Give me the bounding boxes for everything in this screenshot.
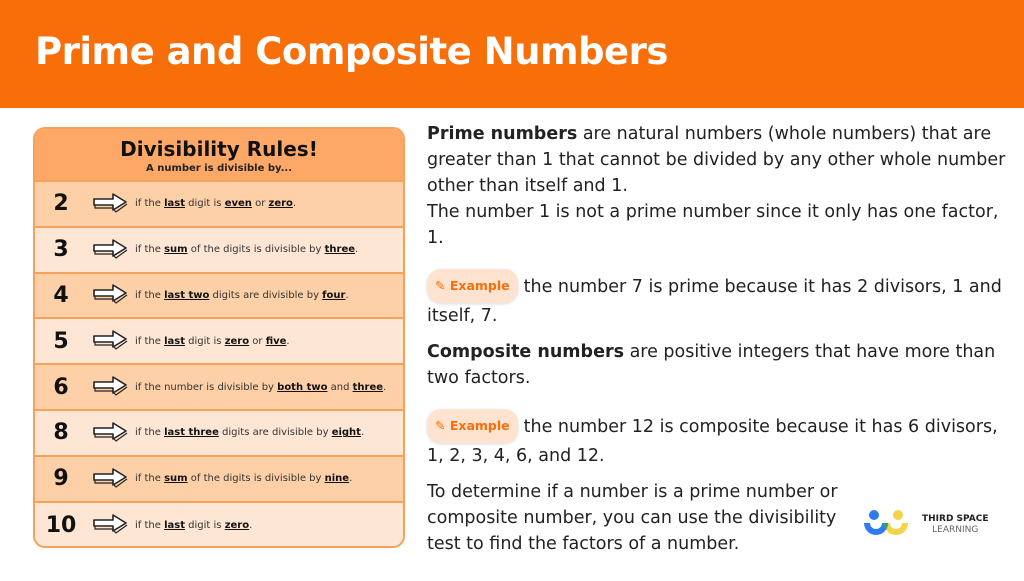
divisor-number: 2 — [53, 191, 69, 217]
rule-segment: . — [292, 198, 297, 210]
example-badge — [427, 269, 518, 303]
rule-segment: . — [355, 244, 359, 256]
logo-icon — [862, 509, 910, 541]
divisibility-note: To determine if a number is a prime number or composite number, you can use the divisibility test to find the factors of a number. — [427, 482, 838, 554]
composite-definition — [427, 339, 1017, 391]
rule-segment: even — [224, 198, 252, 210]
rule-segment: . — [349, 473, 353, 485]
rule-segment: three — [352, 381, 384, 393]
rule-segment: . — [360, 427, 365, 439]
example-label: Example — [449, 418, 510, 433]
arrow-icon — [87, 374, 135, 400]
composite-term: Composite numbers — [427, 342, 624, 362]
composite-example — [427, 409, 1017, 469]
arrow-icon — [87, 328, 135, 354]
prime-example — [427, 269, 1017, 329]
rule-segment: if the — [135, 473, 165, 485]
arrow-icon — [87, 466, 135, 492]
example-label: Example — [449, 278, 510, 293]
table-header — [35, 129, 403, 182]
rule-row — [35, 457, 403, 503]
table-title: Divisibility Rules! — [120, 137, 318, 161]
arrow-icon — [87, 420, 135, 446]
rule-segment: sum — [164, 244, 188, 256]
rule-text — [135, 427, 364, 438]
pencil-icon: ✎ — [435, 278, 446, 293]
rule-segment: last — [164, 335, 185, 347]
rule-segment: three — [324, 244, 356, 256]
rule-segment: digits are divisible by — [218, 427, 332, 439]
rule-row — [35, 319, 403, 365]
rule-segment: and — [327, 381, 353, 393]
rule-text — [135, 336, 290, 347]
rule-segment: last two — [164, 289, 210, 301]
divisor-number: 3 — [53, 237, 69, 263]
prime-definition-text: are natural numbers (whole numbers) that are greater than 1 that cannot be divided by any other whole number other than itself and 1. — [427, 124, 1006, 196]
composite-example-text: the number 12 is composite because it has 6 divisors, 1, 2, 3, 4, 6, and 12. — [427, 417, 998, 466]
third-space-learning-logo — [862, 509, 989, 541]
composite-definition-text: are positive integers that have more than two factors. — [427, 342, 996, 388]
rule-text — [135, 382, 386, 393]
divisor-number: 10 — [45, 512, 77, 538]
divisor-number: 9 — [53, 466, 69, 492]
rule-text — [135, 244, 358, 255]
prime-example-text: the number 7 is prime because it has 2 divisors, 1 and itself, 7. — [427, 277, 1002, 326]
rule-segment: . — [249, 519, 253, 531]
explanation-text — [427, 121, 1017, 567]
divisor-number: 6 — [53, 374, 69, 400]
rule-segment: if the — [135, 519, 165, 531]
title-banner — [0, 0, 1024, 108]
rule-row — [35, 503, 403, 548]
arrow-icon — [87, 191, 135, 217]
rule-row — [35, 228, 403, 274]
rule-segment: . — [345, 289, 349, 301]
logo-line1: THIRD SPACE — [922, 514, 989, 524]
rule-row — [35, 411, 403, 457]
arrow-icon — [87, 282, 135, 308]
rule-segment: if the — [135, 427, 165, 439]
rule-segment: . — [383, 381, 387, 393]
rule-segment: digits are divisible by — [209, 289, 323, 301]
logo-line2: LEARNING — [932, 525, 979, 535]
rule-segment: or — [251, 198, 269, 210]
rule-segment: sum — [164, 473, 188, 485]
rule-segment: if the number is divisible by — [135, 381, 278, 393]
rule-segment: if the — [135, 335, 165, 347]
rule-text — [135, 198, 296, 209]
page-title: Prime and Composite Numbers — [35, 30, 668, 73]
table-subtitle: A number is divisible by... — [145, 163, 292, 174]
rule-segment: of the digits is divisible by — [187, 473, 325, 485]
divisibility-rules-table — [33, 127, 405, 548]
rule-segment: both two — [277, 381, 328, 393]
rule-segment: four — [322, 289, 346, 301]
divisor-number: 8 — [53, 420, 69, 446]
rule-segment: zero — [224, 519, 250, 531]
rule-text — [135, 520, 252, 531]
rule-segment: digit is — [185, 335, 225, 347]
rule-segment: digit is — [185, 198, 225, 210]
rule-segment: last three — [164, 427, 219, 439]
rule-row — [35, 182, 403, 228]
rule-segment: last — [164, 519, 185, 531]
rule-segment: or — [249, 335, 266, 347]
rule-segment: nine — [324, 473, 350, 485]
rule-row — [35, 365, 403, 411]
rule-segment: five — [265, 335, 287, 347]
example-badge — [427, 409, 518, 443]
rule-segment: zero — [268, 198, 293, 210]
rule-segment: digit is — [185, 519, 225, 531]
rule-segment: zero — [224, 335, 250, 347]
one-note: The number 1 is not a prime number since it only has one factor, 1. — [427, 202, 999, 248]
rule-segment: if the — [135, 244, 165, 256]
rule-segment: last — [164, 198, 185, 210]
divisor-number: 4 — [53, 282, 69, 308]
prime-term: Prime numbers — [427, 124, 578, 144]
divisor-number: 5 — [53, 328, 69, 354]
rule-segment: . — [286, 335, 290, 347]
rule-text — [135, 473, 352, 484]
rule-segment: if the — [135, 289, 165, 301]
arrow-icon — [87, 237, 135, 263]
rule-segment: eight — [331, 427, 361, 439]
arrow-icon — [87, 512, 135, 538]
rule-segment: of the digits is divisible by — [187, 244, 325, 256]
prime-definition — [427, 121, 1017, 199]
rule-text — [135, 290, 349, 301]
rule-row — [35, 274, 403, 320]
pencil-icon: ✎ — [435, 418, 446, 433]
rule-segment: if the — [135, 198, 165, 210]
